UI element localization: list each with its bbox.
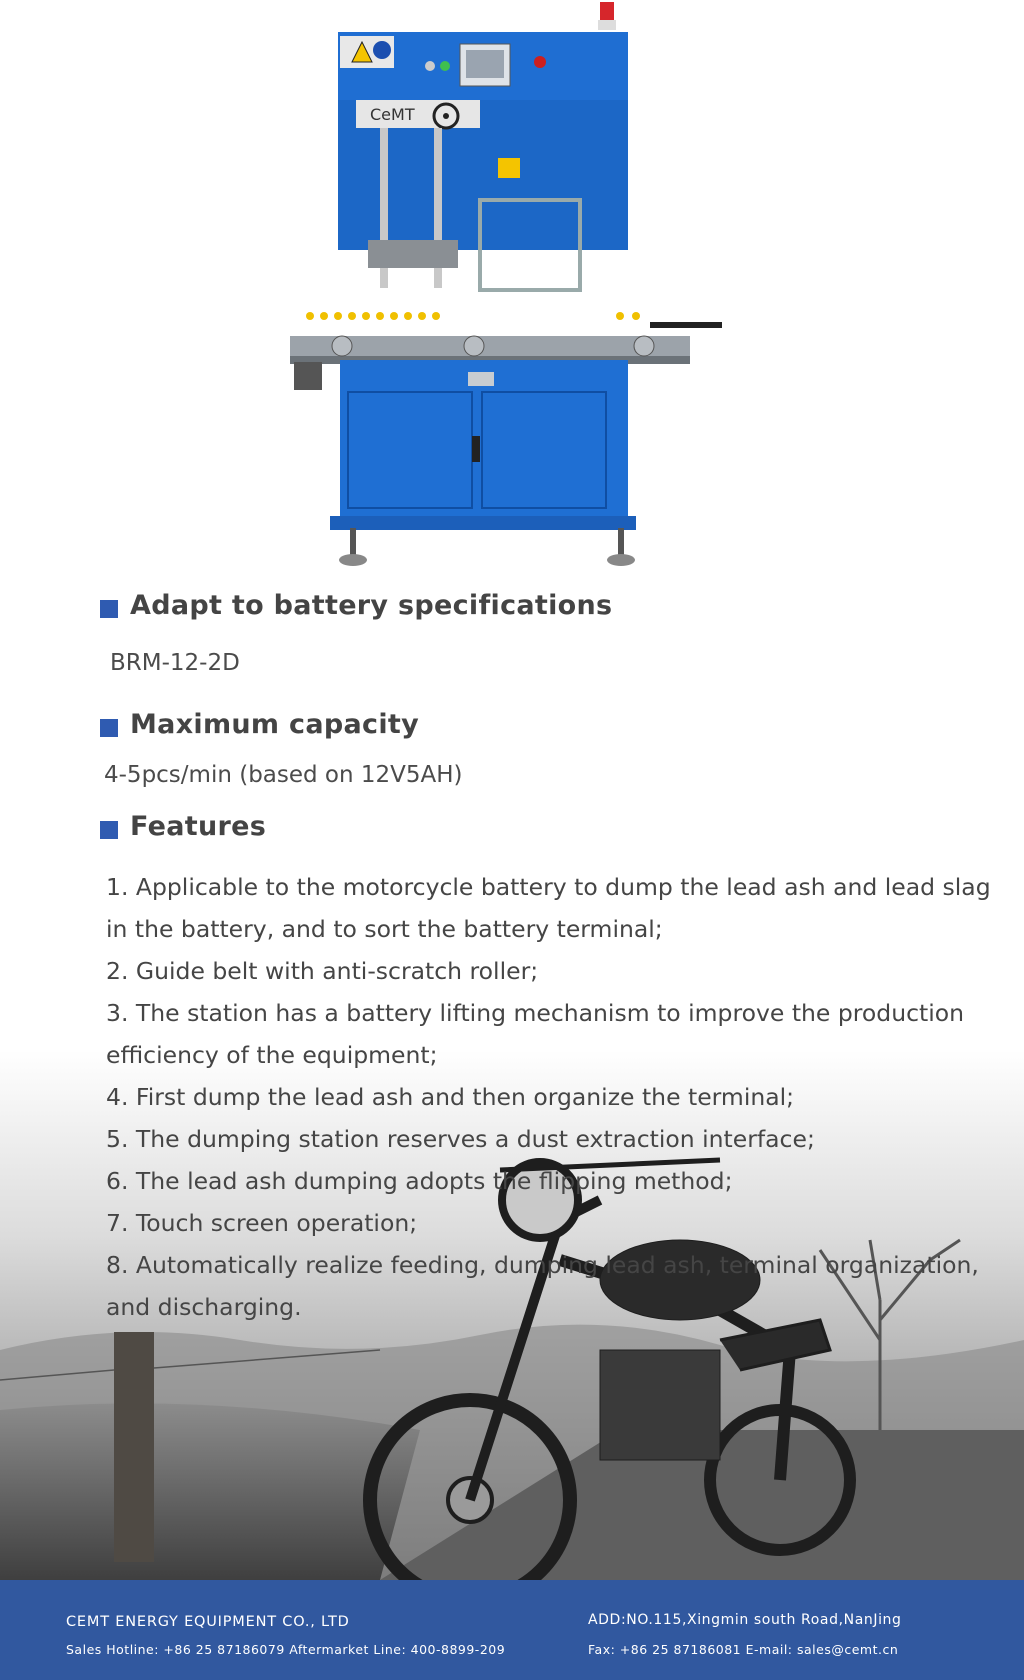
beacon-light-icon (598, 2, 616, 30)
footer-company: CEMT ENERGY EQUIPMENT CO., LTD (66, 1614, 350, 1630)
footer-hotline: Sales Hotline: +86 25 87186079 Aftermarket Line: 400-8899-209 (66, 1642, 506, 1657)
section-title: Adapt to battery specifications (130, 590, 613, 621)
footer-address: ADD:NO.115,Xingmin south Road,NanJing (588, 1612, 902, 1628)
feature-item: 3. The station has a battery lifting mechanism to improve the production efficiency of the equipment; (106, 999, 965, 1069)
section-capacity-heading (100, 709, 419, 740)
feature-item: 2. Guide belt with anti-scratch roller; (106, 957, 539, 985)
feature-item: 5. The dumping station reserves a dust extraction interface; (106, 1125, 815, 1153)
feature-item: 1. Applicable to the motorcycle battery to dump the lead ash and lead slag in the battery, and to sort the battery terminal; (106, 873, 991, 943)
section-adapt-heading (100, 590, 612, 621)
feature-item: 8. Automatically realize feeding, dumping lead ash, terminal organization, and discharging. (106, 1251, 979, 1321)
info-icon (373, 41, 391, 59)
bullet-square-icon (100, 821, 118, 839)
feature-item: 4. First dump the lead ash and then organize the terminal; (106, 1083, 795, 1111)
footer-fax-email: Fax: +86 25 87186081 E-mail: sales@cemt.cn (588, 1642, 899, 1657)
section-title: Maximum capacity (130, 709, 419, 740)
feature-item: 6. The lead ash dumping adopts the flipping method; (106, 1167, 733, 1195)
bullet-square-icon (100, 600, 118, 618)
section-title: Features (130, 811, 267, 842)
section-features-heading (100, 811, 266, 842)
battery-spec-value: BRM-12-2D (110, 650, 240, 676)
machine-image (280, 0, 760, 580)
footer (0, 1580, 1024, 1680)
bullet-square-icon (100, 719, 118, 737)
brand-plate: CeMT (370, 105, 415, 124)
feature-item: 7. Touch screen operation; (106, 1209, 418, 1237)
capacity-value: 4-5pcs/min (based on 12V5AH) (104, 762, 463, 788)
features-list (106, 866, 1006, 1328)
